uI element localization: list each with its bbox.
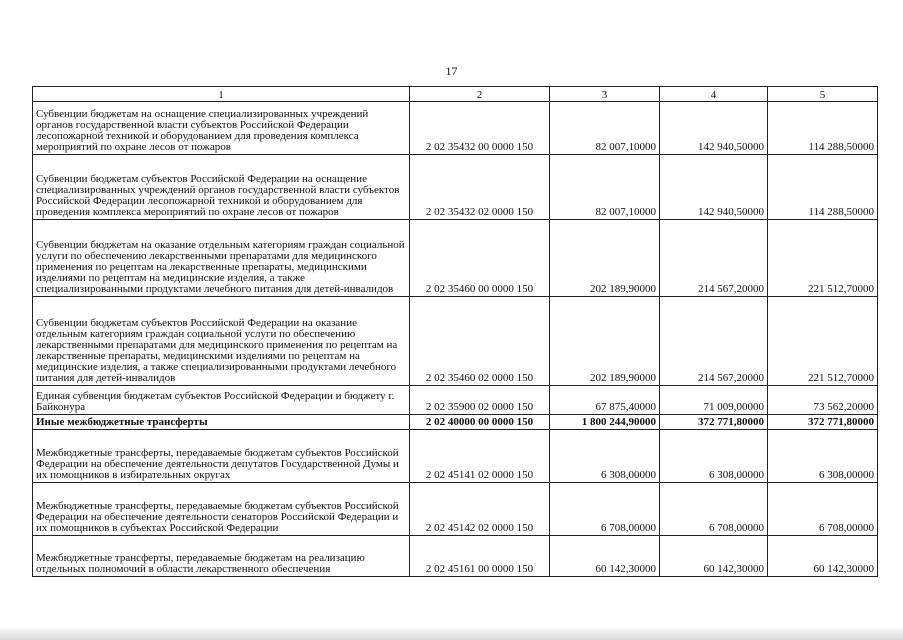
row-value-col5-cell: 6 708,00000 — [768, 483, 878, 536]
column-number-4: 4 — [660, 87, 768, 102]
column-number-1: 1 — [33, 87, 410, 102]
row-value-col4-cell: 214 567,20000 — [660, 297, 768, 386]
row-value-col3-cell: 202 189,90000 — [550, 220, 660, 297]
row-value-col3-cell: 6 708,00000 — [550, 483, 660, 536]
column-number-3: 3 — [550, 87, 660, 102]
row-value-col4-cell: 372 771,80000 — [660, 415, 768, 430]
row-value-col4-cell: 6 308,00000 — [660, 430, 768, 483]
row-value-col4-cell: 142 940,50000 — [660, 155, 768, 220]
row-value-col4-cell: 6 708,00000 — [660, 483, 768, 536]
row-value-col3-cell: 67 875,40000 — [550, 386, 660, 415]
row-value-col3-cell: 1 800 244,90000 — [550, 415, 660, 430]
table-row — [33, 297, 878, 386]
table-row — [33, 220, 878, 297]
row-value-col5-cell: 6 308,00000 — [768, 430, 878, 483]
row-value-col3-cell: 202 189,90000 — [550, 297, 660, 386]
row-value-col5-cell: 221 512,70000 — [768, 297, 878, 386]
table-row — [33, 102, 878, 155]
row-name-cell: Единая субвенция бюджетам субъектов Российской Федерации и бюджету г. Байконура — [33, 386, 410, 415]
column-number-2: 2 — [410, 87, 550, 102]
row-name-cell: Субвенции бюджетам на оснащение специализированных учреждений органов государственной власти субъектов Российской Федерации лесопожарной техникой и оборудованием для проведения комплекса мероприятий по охране лесов от пожаров — [33, 102, 410, 155]
row-value-col5-cell: 60 142,30000 — [768, 536, 878, 577]
row-value-col4-cell: 142 940,50000 — [660, 102, 768, 155]
row-value-col3-cell: 82 007,10000 — [550, 102, 660, 155]
table-row — [33, 386, 878, 415]
row-value-col3-cell: 60 142,30000 — [550, 536, 660, 577]
row-code-cell: 2 02 45142 02 0000 150 — [410, 483, 550, 536]
row-code-cell: 2 02 35900 02 0000 150 — [410, 386, 550, 415]
table-row — [33, 155, 878, 220]
row-value-col4-cell: 214 567,20000 — [660, 220, 768, 297]
scan-edge-shadow — [0, 626, 903, 640]
row-name-cell: Иные межбюджетные трансферты — [33, 415, 410, 430]
row-value-col5-cell: 114 288,50000 — [768, 155, 878, 220]
row-code-cell: 2 02 45141 02 0000 150 — [410, 430, 550, 483]
row-value-col3-cell: 6 308,00000 — [550, 430, 660, 483]
row-value-col5-cell: 372 771,80000 — [768, 415, 878, 430]
table-header — [33, 87, 878, 102]
row-value-col5-cell: 114 288,50000 — [768, 102, 878, 155]
row-name-cell: Субвенции бюджетам на оказание отдельным категориям граждан социальной услуги по обеспечению лекарственными препаратами для медицинского применения по рецептам на лекарственные препараты, медицинскими изделиями по рецептам на медицинские изделия, а также специализированными продуктами лечебного питания для детей-инвалидов — [33, 220, 410, 297]
row-code-cell: 2 02 45161 00 0000 150 — [410, 536, 550, 577]
table-header-row — [33, 87, 878, 102]
row-code-cell: 2 02 35460 00 0000 150 — [410, 220, 550, 297]
row-code-cell: 2 02 35432 00 0000 150 — [410, 102, 550, 155]
row-value-col3-cell: 82 007,10000 — [550, 155, 660, 220]
row-name-cell: Субвенции бюджетам субъектов Российской Федерации на оказание отдельным категориям граждан социальной услуги по обеспечению лекарственными препаратами для медицинского применения по рецептам на лекарственные препараты, медицинскими изделиями по рецептам на медицинские изделия, а также специализированными продуктами лечебного питания для детей-инвалидов — [33, 297, 410, 386]
row-value-col5-cell: 221 512,70000 — [768, 220, 878, 297]
row-name-cell: Межбюджетные трансферты, передаваемые бюджетам на реализацию отдельных полномочий в области лекарственного обеспечения — [33, 536, 410, 577]
page-number: 17 — [445, 64, 458, 78]
table-body — [33, 102, 878, 577]
row-value-col5-cell: 73 562,20000 — [768, 386, 878, 415]
budget-revenue-table — [32, 86, 878, 577]
table-row — [33, 536, 878, 577]
row-code-cell: 2 02 35460 02 0000 150 — [410, 297, 550, 386]
table-row — [33, 415, 878, 430]
row-code-cell: 2 02 35432 02 0000 150 — [410, 155, 550, 220]
column-number-5: 5 — [768, 87, 878, 102]
row-name-cell: Субвенции бюджетам субъектов Российской Федерации на оснащение специализированных учреждений органов государственной власти субъектов Российской Федерации лесопожарной техникой и оборудованием для проведения комплекса мероприятий по охране лесов от пожаров — [33, 155, 410, 220]
row-value-col4-cell: 71 009,00000 — [660, 386, 768, 415]
row-name-cell: Межбюджетные трансферты, передаваемые бюджетам субъектов Российской Федерации на обеспечение деятельности сенаторов Российской Федерации и их помощников в субъектах Российской Федерации — [33, 483, 410, 536]
row-code-cell: 2 02 40000 00 0000 150 — [410, 415, 550, 430]
table-row — [33, 430, 878, 483]
table-row — [33, 483, 878, 536]
row-value-col4-cell: 60 142,30000 — [660, 536, 768, 577]
row-name-cell: Межбюджетные трансферты, передаваемые бюджетам субъектов Российской Федерации на обеспечение деятельности депутатов Государственной Думы и их помощников в избирательных округах — [33, 430, 410, 483]
